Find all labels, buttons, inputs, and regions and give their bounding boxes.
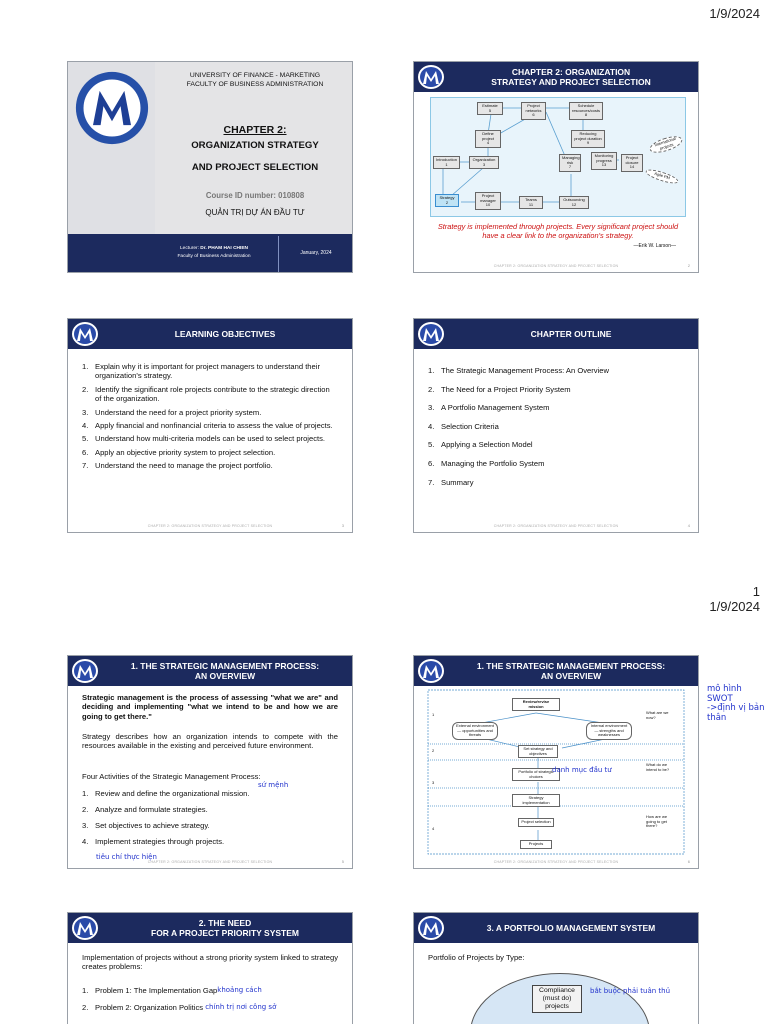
definition-paragraph: Strategic management is the process of assessing "what we are" and deciding and implementing "what we intend to be and how we are going to get there." — [82, 693, 338, 721]
list-item: 6. Apply an objective priority system to project selection. — [82, 447, 276, 457]
step-number-2: 2 — [432, 748, 435, 753]
slide-footer: CHAPTER 2: ORGANIZATION STRATEGY AND PROJECT SELECTION — [493, 860, 619, 864]
note-agile: Agile PM — [645, 167, 680, 186]
page-date-bottom: 1/9/2024 — [709, 599, 760, 614]
slide-strategic-management-diagram — [413, 655, 699, 869]
list-item: 4. Implement strategies through projects. — [82, 837, 225, 846]
slide-strategic-management-text — [67, 655, 353, 869]
strategy-quote: Strategy is implemented through projects. Every significant project should have a clear link to the organization's strategy. — [437, 222, 679, 240]
university-logo-icon — [417, 321, 445, 347]
slide-header: 1. THE STRATEGIC MANAGEMENT PROCESS: AN OVERVIEW — [414, 656, 698, 686]
box-internal-env: Internal environment— strengths and weaknesses — [586, 722, 632, 740]
university-logo-icon — [71, 658, 99, 684]
list-item: 3. A Portfolio Management System — [428, 403, 550, 413]
compliance-box — [532, 985, 582, 1013]
university-logo-icon — [71, 915, 99, 941]
list-item: 5. Applying a Selection Model — [428, 440, 533, 450]
slide-chapter-outline — [413, 318, 699, 533]
annotation-politics: chính trị nơi công sở — [205, 1003, 277, 1012]
annotation-compliance: bắt buộc phải tuân thủ — [590, 987, 671, 995]
step-number-1: 1 — [432, 712, 435, 717]
slide-header: 1. THE STRATEGIC MANAGEMENT PROCESS: AN OVERVIEW — [68, 656, 352, 686]
box-monitoring: Monitoring progress 13 — [591, 152, 617, 170]
slide-page-number: 5 — [341, 859, 344, 864]
slide-footer: CHAPTER 2: ORGANIZATION STRATEGY AND PROJECT SELECTION — [147, 524, 273, 528]
course-id: Course ID number: 010808 — [205, 191, 305, 200]
priority-intro: Implementation of projects without a strong priority system linked to strategy creates problems: — [82, 953, 338, 972]
list-item: 4. Apply financial and nonfinancial criteria to assess the value of projects. — [82, 421, 333, 431]
box-external-env: External environment— opportunities and threats — [452, 722, 498, 740]
slide-header: LEARNING OBJECTIVES — [68, 319, 352, 349]
lecturer-faculty: Faculty of Business Administration — [177, 254, 251, 259]
box-strategy: Strategy 2 — [435, 194, 459, 207]
slide1-footer-bar — [68, 234, 353, 273]
list-item: 7. Summary — [428, 477, 474, 487]
slide-page-number: 4 — [687, 523, 690, 528]
step-number-4: 4 — [432, 826, 435, 831]
page-number: 1 — [752, 584, 760, 599]
slide-page-number: 6 — [687, 859, 690, 864]
slide-header: CHAPTER 2: ORGANIZATION STRATEGY AND PROJECT SELECTION — [414, 62, 698, 92]
slide-page-number: 2 — [687, 263, 690, 268]
chapter-title-line2: AND PROJECT SELECTION — [191, 162, 319, 173]
slide-learning-objectives — [67, 318, 353, 533]
box-introduction: Introduction 1 — [433, 156, 460, 169]
swot-line: thân — [707, 712, 727, 723]
box-set-strategy: Set strategy and objectives — [518, 745, 558, 758]
annotation-mission: sứ mệnh — [258, 781, 289, 789]
swot-line: ->định vị bản — [707, 703, 765, 714]
quote-author: —Erik W. Larson— — [633, 243, 676, 249]
annotation-swot — [707, 685, 767, 723]
university-logo-icon — [74, 70, 150, 146]
box-projects: Projects — [520, 840, 552, 849]
box-reducing-duration: Reducing project duration 9 — [571, 130, 605, 148]
outline-list — [428, 366, 684, 496]
box-estimate: Estimate 5 — [477, 102, 503, 115]
slide-header: 3. A PORTFOLIO MANAGEMENT SYSTEM — [414, 913, 698, 943]
faculty-name: FACULTY OF BUSINESS ADMINISTRATION — [186, 81, 324, 88]
box-review-mission: Review/revise mission — [512, 698, 560, 711]
slide-header: CHAPTER OUTLINE — [414, 319, 698, 349]
box-portfolio: Portfolio of strategic choices — [512, 768, 560, 781]
box-managing-risk: Managing risk 7 — [559, 154, 581, 172]
university-logo-icon — [417, 915, 445, 941]
portfolio-subtitle: Portfolio of Projects by Type: — [428, 953, 525, 962]
university-logo-icon — [71, 321, 99, 347]
swot-line: SWOT — [707, 693, 733, 704]
university-name: UNIVERSITY OF FINANCE - MARKETING — [189, 72, 321, 79]
list-item: 1. The Strategic Management Process: An Overview — [428, 366, 609, 375]
slide-chapter-map — [413, 61, 699, 273]
annotation-portfolio: danh mục đầu tư — [552, 766, 612, 774]
list-item: 1. Explain why it is important for project managers to understand their organization's strategy. — [82, 362, 320, 381]
objectives-list — [82, 362, 338, 475]
university-logo-icon — [417, 64, 445, 90]
list-item: 6. Managing the Portfolio System — [428, 458, 545, 468]
slide1-divider — [278, 236, 279, 272]
list-item: 3. Set objectives to achieve strategy. — [82, 821, 210, 830]
compliance-line: (must do) — [542, 995, 572, 1002]
box-outsourcing: Outsourcing 12 — [559, 196, 589, 209]
list-item: 2. The Need for a Project Priority System — [428, 384, 571, 394]
slide-footer: CHAPTER 2: ORGANIZATION STRATEGY AND PROJECT SELECTION — [493, 264, 619, 268]
chapter-map-diagram — [430, 97, 686, 217]
box-project-selection: Project selection — [518, 818, 554, 827]
list-item: 4. Selection Criteria — [428, 421, 499, 431]
list-item: 1. Problem 1: The Implementation Gap khoảng cách — [82, 986, 262, 995]
question-how: How are we going to get there? — [646, 814, 668, 829]
swot-line: mô hình — [707, 684, 742, 694]
lecturer-line: Lecturer: Dr. PHAM HAI CHIEN — [180, 246, 248, 251]
compliance-line: projects — [545, 1003, 569, 1010]
question-now: What are we now? — [646, 710, 669, 720]
box-implementation: Strategy implementation — [512, 794, 560, 807]
page-date-top: 1/9/2024 — [709, 6, 760, 21]
box-project-manager: Project manager 10 — [475, 192, 501, 210]
course-name: QUẢN TRỊ DỰ ÁN ĐẦU TƯ — [205, 208, 305, 217]
lecture-date: January, 2024 — [300, 250, 332, 256]
slide1-logo-panel — [68, 62, 155, 234]
activities-list — [82, 789, 338, 853]
slide-footer: CHAPTER 2: ORGANIZATION STRATEGY AND PROJECT SELECTION — [493, 524, 619, 528]
box-schedule: Schedule resources/costs 8 — [569, 102, 603, 120]
slide-footer: CHAPTER 2: ORGANIZATION STRATEGY AND PROJECT SELECTION — [147, 860, 273, 864]
slide-portfolio-management — [413, 912, 699, 1024]
slide-header: 2. THE NEED FOR A PROJECT PRIORITY SYSTEM — [68, 913, 352, 943]
box-project-closure: Project closure 14 — [621, 154, 643, 172]
annotation-gap: khoảng cách — [217, 986, 262, 994]
annotation-criteria: tiêu chí thực hiện — [96, 853, 157, 861]
chapter-label: CHAPTER 2: — [223, 124, 287, 136]
list-item: 2. Identify the significant role projects contribute to the strategic direction of the organization. — [82, 384, 330, 404]
strategy-paragraph: Strategy describes how an organization intends to compete with the resources available in the existing and perceived future environment. — [82, 732, 338, 751]
box-define-project: Define project 4 — [475, 130, 501, 148]
four-activities-label: Four Activities of the Strategic Management Process: — [82, 772, 261, 781]
step-number-3: 3 — [432, 780, 435, 785]
box-teams: Teams 11 — [519, 196, 543, 209]
list-item: 5. Understand how multi-criteria models can be used to select projects. — [82, 434, 326, 444]
slide-page-number: 3 — [341, 523, 344, 528]
note-international: International projects — [648, 133, 684, 156]
slide-priority-system — [67, 912, 353, 1024]
box-project-networks: Project networks 6 — [521, 102, 546, 120]
list-item: 2. Analyze and formulate strategies. — [82, 805, 208, 814]
box-organization: Organization 3 — [469, 156, 499, 169]
list-item: 7. Understand the need to manage the project portfolio. — [82, 461, 273, 471]
question-intend: What do we intend to be? — [646, 762, 670, 772]
list-item: 3. Understand the need for a project priority system. — [82, 407, 262, 417]
problems-list — [82, 986, 338, 1017]
compliance-line: Compliance — [539, 987, 575, 994]
slide-title — [67, 61, 353, 273]
list-item: 2. Problem 2: Organization Politics chính trị nơi công sở — [82, 1003, 277, 1013]
list-item: 1. Review and define the organizational mission. — [82, 789, 250, 798]
chapter-title-line1: ORGANIZATION STRATEGY — [191, 140, 319, 151]
